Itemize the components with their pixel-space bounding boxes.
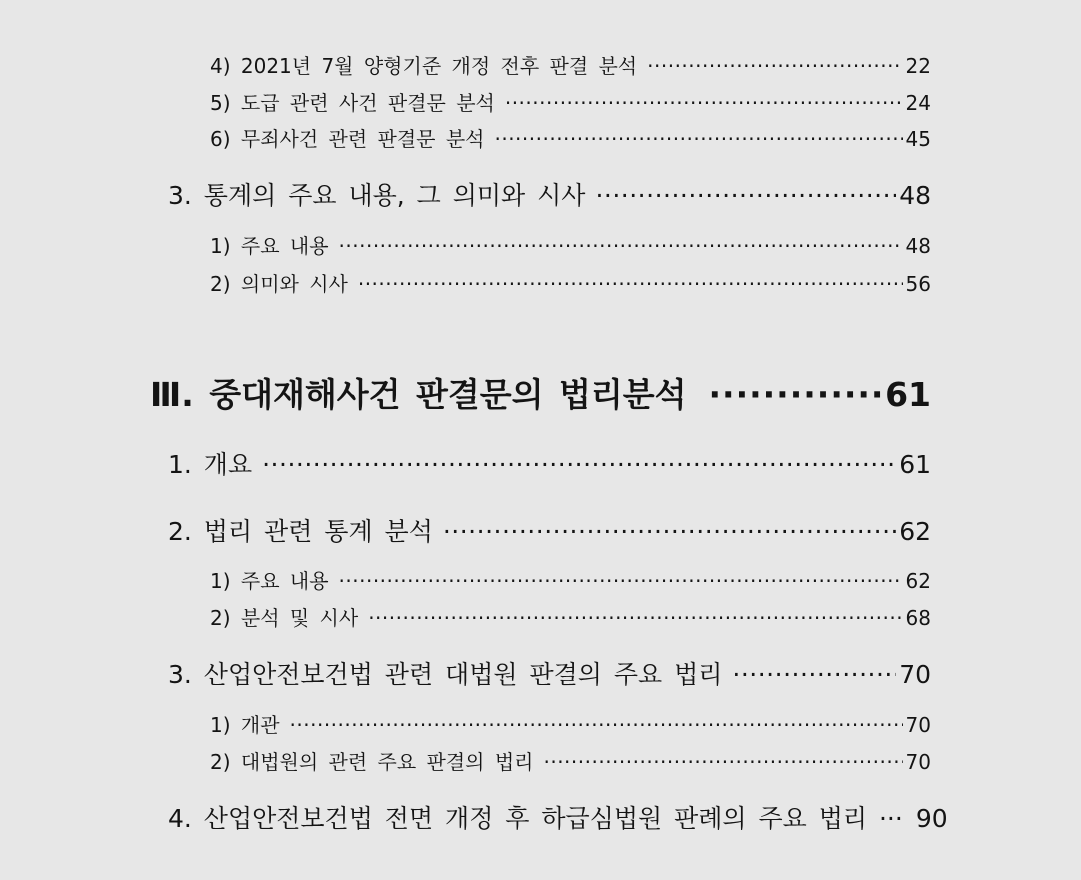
toc-entry-page: 62 [899, 517, 931, 546]
toc-entry[interactable] [210, 232, 931, 260]
dot-leader [443, 515, 896, 549]
toc-entry[interactable] [210, 125, 931, 153]
toc-entry-label: 1) 주요 내용 [210, 569, 329, 593]
toc-entry-page: 70 [899, 660, 931, 689]
toc-entry-page: 48 [899, 181, 931, 210]
toc-entry-page: 68 [905, 606, 931, 630]
toc-entry[interactable] [210, 52, 931, 80]
toc-entry-label: 4. 산업안전보건법 전면 개정 후 하급심법원 판례의 주요 법리 ··· [168, 804, 903, 833]
dot-leader [358, 270, 903, 298]
toc-entry-page: 22 [905, 54, 931, 78]
toc-entry-page: 70 [905, 750, 931, 774]
dot-leader [505, 89, 903, 117]
toc-entry[interactable] [210, 567, 931, 595]
toc-entry-label: 1) 개관 [210, 713, 280, 737]
toc-entry[interactable] [168, 802, 948, 836]
dot-leader [709, 373, 883, 417]
dot-leader [290, 711, 903, 739]
dot-leader [339, 232, 903, 260]
toc-entry-page: 48 [905, 234, 931, 258]
toc-entry-page: 61 [899, 450, 931, 479]
toc-chapter-entry[interactable] [150, 373, 931, 417]
toc-entry[interactable] [168, 658, 931, 692]
toc-entry-label: 2. 법리 관련 통계 분석 [168, 517, 433, 546]
toc-entry-page: 90 [915, 804, 948, 833]
toc-entry-label: 6) 무죄사건 관련 판결문 분석 [210, 127, 485, 151]
toc-entry[interactable] [210, 89, 931, 117]
toc-entry[interactable] [210, 270, 931, 298]
toc-entry-label: 1) 주요 내용 [210, 234, 329, 258]
toc-entry[interactable] [210, 748, 931, 776]
toc-entry-page: 70 [905, 713, 931, 737]
toc-entry[interactable] [210, 711, 931, 739]
toc-entry-page: 62 [905, 569, 931, 593]
toc-entry-label: 5) 도급 관련 사건 판결문 분석 [210, 91, 495, 115]
toc-entry-label: 1. 개요 [168, 450, 253, 479]
toc-entry-label: 2) 대법원의 관련 주요 판결의 법리 [210, 750, 534, 774]
toc-entry-label: Ⅲ. 중대재해사건 판결문의 법리분석 [150, 375, 687, 414]
toc-entry-page: 24 [905, 91, 931, 115]
toc-entry-page: 61 [885, 375, 931, 414]
toc-entry[interactable] [168, 515, 931, 549]
dot-leader [595, 179, 896, 213]
toc-entry-label: 4) 2021년 7월 양형기준 개정 전후 판결 분석 [210, 54, 638, 78]
toc-entry-label: 2) 분석 및 시사 [210, 606, 359, 630]
dot-leader [262, 448, 896, 482]
dot-leader [339, 567, 903, 595]
toc-entry[interactable] [168, 179, 931, 213]
dot-leader [647, 52, 902, 80]
dot-leader [494, 125, 902, 153]
dot-leader [543, 748, 902, 776]
toc-entry-label: 3. 통계의 주요 내용, 그 의미와 시사 [168, 181, 586, 210]
toc-entry-label: 3. 산업안전보건법 관련 대법원 판결의 주요 법리 [168, 660, 723, 689]
dot-leader [732, 658, 896, 692]
toc-entry-label: 2) 의미와 시사 [210, 272, 348, 296]
toc-entry[interactable] [210, 604, 931, 632]
toc-entry[interactable] [168, 448, 931, 482]
dot-leader [368, 604, 902, 632]
toc-entry-page: 56 [905, 272, 931, 296]
toc-entry-page: 45 [905, 127, 931, 151]
